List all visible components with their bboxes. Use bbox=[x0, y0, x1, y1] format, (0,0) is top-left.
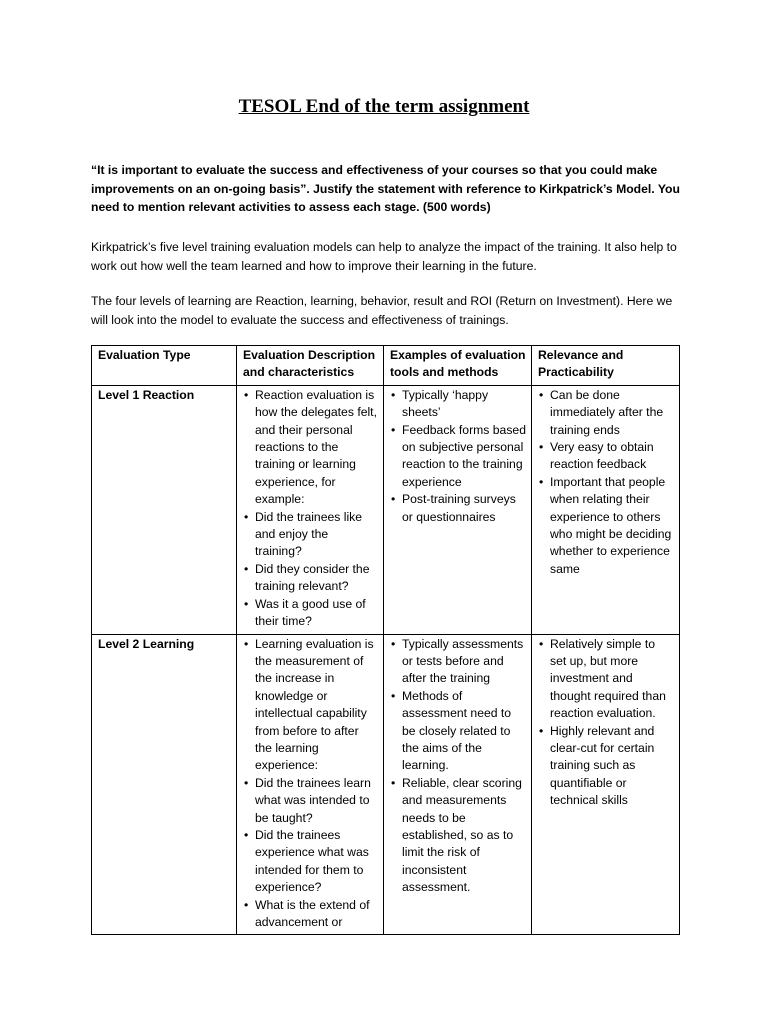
list-item: • Methods of assessment need to be closely related to the aims of the learning. bbox=[390, 688, 526, 775]
examples-cell bbox=[384, 385, 532, 634]
list-item: • Was it a good use of their time? bbox=[243, 596, 378, 631]
description-cell bbox=[237, 385, 384, 634]
levels-paragraph: The four levels of learning are Reaction, learning, behavior, result and ROI (Return on Investment). Here we will look into the model to evaluate the success and effectiveness of trainings. bbox=[91, 294, 673, 327]
assignment-question: “It is important to evaluate the success and effectiveness of your courses so that you could make improvements on an on-going basis”. Justify the statement with reference to Kirkpatrick’s Model. You need to mention relevant activities to assess each stage. (500 words) bbox=[91, 163, 680, 214]
relevance-cell bbox=[532, 385, 680, 634]
list-item: • Did the trainees like and enjoy the training? bbox=[243, 509, 378, 561]
list-item: • Learning evaluation is the measurement of the increase in knowledge or intellectual capability from before to after the learning experience: bbox=[243, 636, 378, 775]
level-cell: Level 2 Learning bbox=[92, 634, 237, 935]
list-item: • Reliable, clear scoring and measurements needs to be established, so as to limit the risk of inconsistent assessment. bbox=[390, 775, 526, 897]
list-item: • Very easy to obtain reaction feedback bbox=[538, 439, 674, 474]
list-item: • Feedback forms based on subjective personal reaction to the training experience bbox=[390, 422, 526, 492]
list-item: • Did they consider the training relevant? bbox=[243, 561, 378, 596]
list-item: • Reaction evaluation is how the delegates felt, and their personal reactions to the training or learning experience, for example: bbox=[243, 387, 378, 509]
list-item: • Did the trainees experience what was intended for them to experience? bbox=[243, 827, 378, 897]
evaluation-table bbox=[91, 345, 680, 935]
intro-paragraph: Kirkpatrick’s five level training evaluation models can help to analyze the impact of the training. It also help to work out how well the team learned and how to improve their learning in the future. bbox=[91, 240, 677, 273]
list-item: • Important that people when relating their experience to others who might be deciding whether to experience same bbox=[538, 474, 674, 578]
examples-cell bbox=[384, 634, 532, 935]
list-item: • Did the trainees learn what was intended to be taught? bbox=[243, 775, 378, 827]
level-cell: Level 1 Reaction bbox=[92, 385, 237, 634]
list-item: • Can be done immediately after the training ends bbox=[538, 387, 674, 439]
list-item: • Relatively simple to set up, but more investment and thought required than reaction evaluation. bbox=[538, 636, 674, 723]
table-header-row bbox=[92, 346, 680, 386]
list-item: • Highly relevant and clear-cut for certain training such as quantifiable or technical skills bbox=[538, 723, 674, 810]
table-row bbox=[92, 385, 680, 634]
list-item: • Typically assessments or tests before and after the training bbox=[390, 636, 526, 688]
table-row bbox=[92, 634, 680, 935]
list-item: • Post-training surveys or questionnaires bbox=[390, 491, 526, 526]
header-evaluation-type: Evaluation Type bbox=[92, 346, 237, 386]
description-cell bbox=[237, 634, 384, 935]
header-relevance: Relevance and Practicability bbox=[532, 346, 680, 386]
list-item: • What is the extend of advancement or bbox=[243, 897, 378, 932]
document-title-text: TESOL End of the term assignment bbox=[238, 96, 530, 117]
header-examples: Examples of evaluation tools and methods bbox=[384, 346, 532, 386]
header-evaluation-description: Evaluation Description and characteristics bbox=[237, 346, 384, 386]
relevance-cell bbox=[532, 634, 680, 935]
list-item: • Typically ‘happy sheets’ bbox=[390, 387, 526, 422]
document-title bbox=[0, 96, 768, 118]
